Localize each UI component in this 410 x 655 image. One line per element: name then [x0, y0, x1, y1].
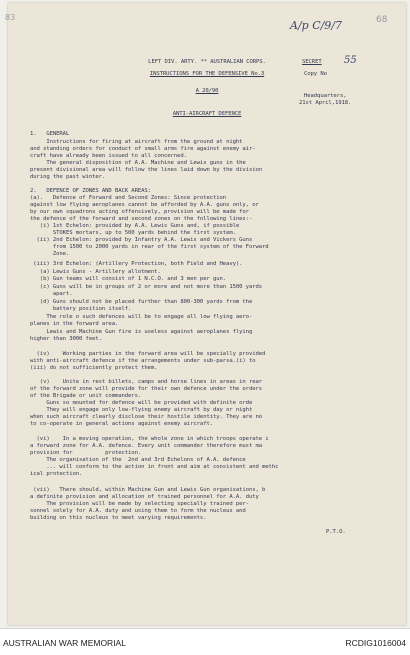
footer-record-id: RCDIG1016004 — [345, 638, 406, 648]
body-line: present divisional area will follow the lines laid down by the division — [30, 167, 263, 173]
handwritten-reference: A/p C/9/7 — [290, 19, 343, 32]
body-line: The provision will be made by selecting specially trained per- — [30, 501, 249, 507]
body-line: (vii) There should, within Machine Gun and Lewis Gun organisations, b — [30, 487, 266, 493]
footer-institution: AUSTRALIAN WAR MEMORIAL — [3, 638, 126, 648]
body-line: a forward zone for A.A. defence. Every unit commander therefore must ma — [30, 443, 263, 449]
body-line: (iii) do not sufficiently protect them. — [30, 365, 158, 371]
body-line: The organisation of the 2nd and 3rd Echelons of A.A. defence — [30, 457, 246, 463]
body-line: (iv) Working parties in the forward area will be specially provided — [30, 351, 266, 357]
body-line: (iii) 3rd Echelon: (Artillery Protection, both Field and Heavy). — [30, 261, 243, 267]
body-line: higher than 3000 feet. — [30, 336, 102, 342]
body-line: (i) 1st Echelon: provided by A.A. Lewis Guns and, if possible — [30, 223, 240, 229]
archive-footer — [0, 628, 410, 655]
body-line: ... will conform to the action in front and aim at consistent and methc — [30, 464, 279, 470]
document-page — [5, 3, 406, 625]
body-line: planes in the forward area. — [30, 321, 119, 327]
body-line: (a) Lewis Guns - Artillery allotment. — [30, 269, 161, 275]
body-line: The general disposition of A.A. Machine and Lewis guns in the — [30, 160, 246, 166]
body-line: craft have already been issued to all concerned. — [30, 153, 187, 159]
body-line: The role o such defences will be to engage all low flying aero- — [30, 314, 253, 320]
body-line: (ii) 2nd Echelon: provided by Infantry A.A. Lewis and Vickers Guns — [30, 237, 253, 243]
body-line: battery position itself. — [30, 306, 132, 312]
body-line: with anti-aircraft defence if the arrangements under sub-parsa.(i) to — [30, 358, 256, 364]
body-line: during the past winter. — [30, 174, 106, 180]
body-line: Zone. — [30, 251, 70, 257]
header-line2: INSTRUCTIONS FOR THE DEFENSIVE No.3 — [149, 71, 265, 77]
body-line: of the forward zone will provide for their own defence under the orders — [30, 386, 263, 392]
body-line: against low flying aeroplanes cannot be afforded by A.A. guns only, or — [30, 202, 259, 208]
page-number: 68 — [376, 15, 388, 25]
pencil-folio-left: 83 — [5, 13, 16, 22]
body-line: Lewis and Machine Gun fire is useless against aeroplanes flying — [30, 329, 253, 335]
pto-note: P.T.O. — [326, 529, 346, 535]
body-line: They will engage only low-flying enemy aircraft by day or night — [30, 407, 253, 413]
handwritten-copy-number: 55 — [344, 55, 357, 66]
body-line: (c) Guns will be in groups of 2 or more and not more than 1500 yards — [30, 284, 263, 290]
body-line: provision for protection. — [30, 450, 142, 456]
body-line: apart. — [30, 291, 73, 297]
body-line: of the Brigade or unit commanders. — [30, 393, 142, 399]
hq-label: Headquarters, — [304, 93, 347, 99]
body-line: sonnel solely for A.A. duty and using them to form the nucleus and — [30, 508, 246, 514]
section-heading: 1. GENERAL — [30, 131, 70, 137]
body-line: to co-operate in general actions against enemy aircraft. — [30, 421, 213, 427]
body-line: when such aircraft clearly disclose their hostile identity. They are no — [30, 414, 263, 420]
document-ref: A 20/90 — [195, 88, 219, 94]
body-line: by our own squadrons acting offensively, provision will be made for — [30, 209, 249, 215]
body-line: (a). Defence of Forward and Second Zones: Since protection — [30, 195, 227, 201]
section-heading: 2. DEFENCE OF ZONES AND BACK AREAS: — [30, 188, 151, 194]
body-line: (d) Guns should not be placed further than 800-300 yards from the — [30, 299, 253, 305]
body-line: from 1500 to 2000 yards in rear of the first system of the Forward — [30, 244, 269, 250]
body-line: (vi) In a moving operation, the whole zone in which troops operate i — [30, 436, 269, 442]
body-line: the defence of the forward and second zones on the following lines:- — [30, 216, 253, 222]
date-line: 21st April,1918. — [299, 100, 352, 106]
body-line: a definite provision and allocation of trained personnel for A.A. duty — [30, 494, 259, 500]
body-line: ical protection. — [30, 471, 83, 477]
body-line: (v) Unite in rest billets, camps and horse lines in areas in rear — [30, 379, 263, 385]
body-line: and standing orders for conduct of small arms fire against enemy air- — [30, 146, 256, 152]
copy-no-label: Copy No — [304, 71, 327, 77]
body-line: (b) Gun teams will consist of 1 N.C.O. and 3 men per gun. — [30, 276, 227, 282]
document-title: ANTI-AIRCRAFT DEFENCE — [172, 111, 242, 117]
secret-label: SECRET — [302, 59, 322, 65]
body-line: building on this nucleus to meet varying requirements. — [30, 515, 207, 521]
body-line: STOKES mortars, up to 500 yards behind the first system. — [30, 230, 236, 236]
header-line1: LEFT DIV. ARTY. ** AUSTRALIAN CORPS. — [148, 59, 266, 65]
body-line: Guns so mounted for defence will be provided with definite orde — [30, 400, 253, 406]
body-line: Instructions for firing at aircraft from the ground at night — [30, 139, 243, 145]
